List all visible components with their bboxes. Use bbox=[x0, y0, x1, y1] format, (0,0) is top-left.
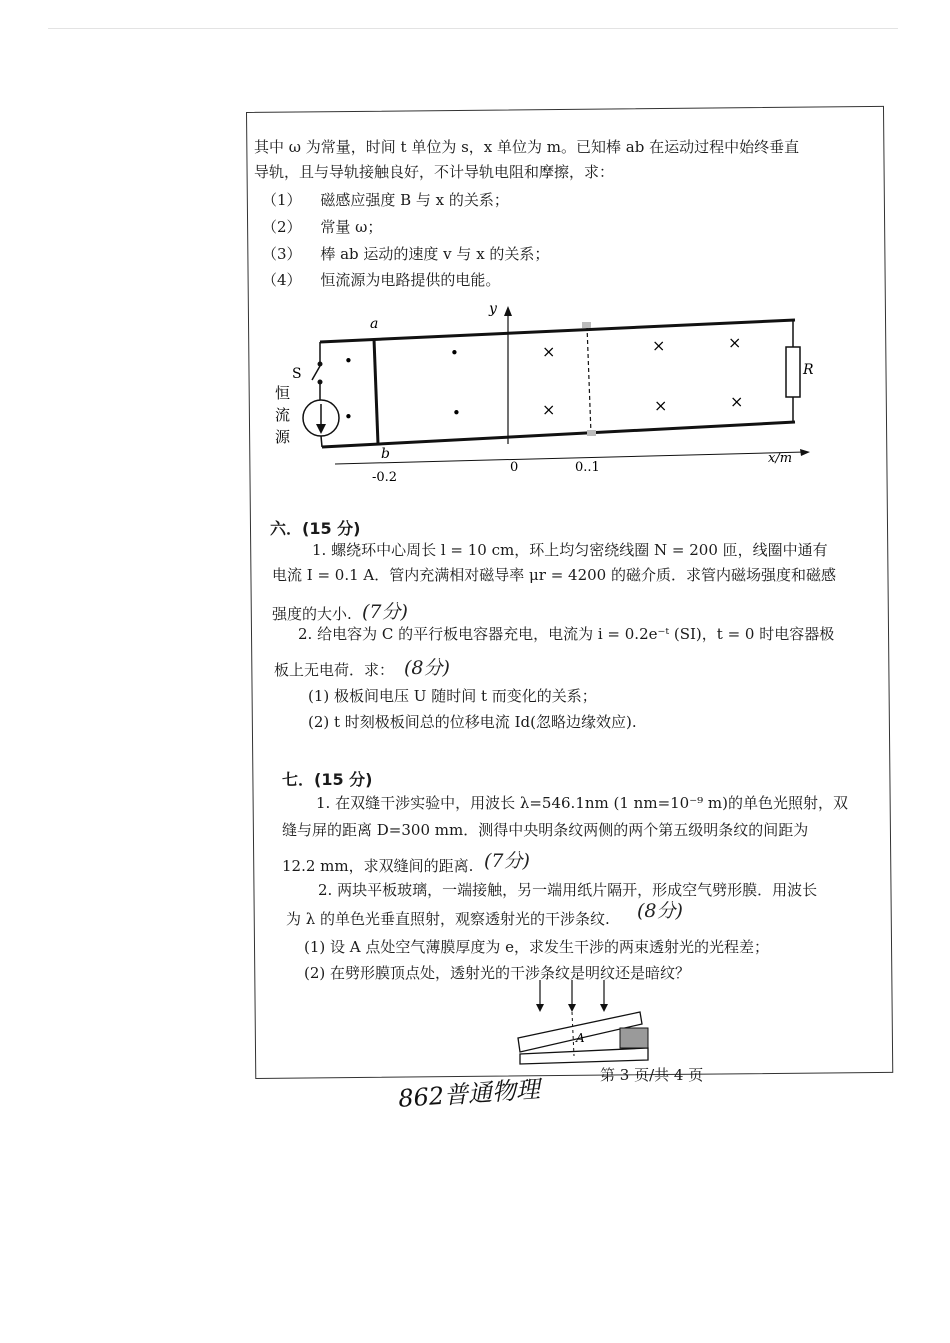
section-6-q2-line-2: 板上无电荷．求： bbox=[274, 661, 395, 679]
section-6-q2-sub-2: (2) t 时刻极板间总的位移电流 Id(忽略边缘效应). bbox=[308, 713, 637, 731]
sub-question-num: （4） bbox=[262, 271, 302, 289]
section-7-q1-line-3: 12.2 mm，求双缝间的距离. bbox=[282, 857, 474, 875]
bottom-rail bbox=[322, 422, 795, 447]
section-6-title: 六．(15 分) bbox=[270, 519, 361, 538]
source-label-char: 流 bbox=[275, 406, 291, 424]
field-cross: × bbox=[652, 336, 666, 355]
handwritten-score: (8分) bbox=[404, 657, 450, 679]
section-7-title: 七．(15 分) bbox=[282, 770, 373, 789]
continuation-line-2: 导轨，且与导轨接触良好，不计导轨电阻和摩擦，求： bbox=[254, 163, 615, 181]
rod-ab bbox=[374, 339, 378, 444]
sub-question-text: 棒 ab 运动的速度 v 与 x 的关系； bbox=[320, 245, 550, 263]
section-6-q2-sub-1: (1) 极板间电压 U 随时间 t 而变化的关系； bbox=[308, 687, 597, 705]
section-7-q1-line-1: 1. 在双缝干涉实验中，用波长 λ=546.1nm (1 nm=10⁻⁹ m)的单色光照射，双 bbox=[316, 794, 848, 812]
field-cross: × bbox=[654, 396, 668, 415]
x-axis bbox=[335, 452, 805, 464]
resistor-r bbox=[786, 347, 800, 397]
handwritten-score: (7分) bbox=[484, 850, 530, 872]
label-a-point: A bbox=[576, 1031, 585, 1045]
paper-spacer bbox=[620, 1028, 648, 1048]
handwritten-course-name: 862普通物理 bbox=[397, 1075, 541, 1113]
handwritten-score: (8分) bbox=[637, 900, 683, 922]
section-7-q2-line-1: 2. 两块平板玻璃，一端接触，另一端用纸片隔开，形成空气劈形膜．用波长 bbox=[318, 881, 818, 899]
handwritten-score: (7分) bbox=[362, 601, 408, 623]
section-7-q2-line-2: 为 λ 的单色光垂直照射，观察透射光的干涉条纹. bbox=[286, 910, 610, 928]
section-6-q1-line-3: 强度的大小. bbox=[272, 605, 352, 623]
scan-artifact-line bbox=[48, 28, 898, 29]
source-label-char: 恒 bbox=[275, 384, 291, 402]
sub-question-text: 常量 ω； bbox=[320, 218, 383, 236]
field-cross: × bbox=[542, 342, 556, 361]
sub-question-num: （3） bbox=[262, 245, 302, 263]
page-number: 第 3 页/共 4 页 bbox=[600, 1066, 704, 1084]
sub-question-4 bbox=[262, 270, 500, 290]
sub-question-text: 磁感应强度 B 与 x 的关系； bbox=[320, 191, 509, 209]
arrow-down-icon bbox=[568, 1004, 576, 1012]
x-axis-label: x/m bbox=[768, 451, 793, 466]
section-6-q2-line-1: 2. 给电容为 C 的平行板电容器充电，电流为 i = 0.2e⁻ᵗ (SI)，t = 0 时电容器极 bbox=[298, 625, 835, 643]
field-dot: • bbox=[344, 408, 353, 426]
switch-s bbox=[312, 366, 320, 380]
source-label-char: 源 bbox=[275, 428, 291, 446]
field-cross: × bbox=[728, 333, 742, 352]
continuation-line-1: 其中 ω 为常量，时间 t 单位为 s，x 单位为 m。已知棒 ab 在运动过程中始终垂直 bbox=[254, 138, 800, 156]
label-a: a bbox=[370, 316, 379, 332]
rail-circuit-figure bbox=[260, 292, 820, 492]
arrow-down-icon bbox=[536, 1004, 544, 1012]
field-cross: × bbox=[542, 400, 556, 419]
field-dot: • bbox=[450, 344, 459, 362]
section-6-q1-line-1: 1. 螺绕环中心周长 l = 10 cm，环上均匀密绕线圈 N = 200 匝，线圈中通有 bbox=[312, 541, 828, 559]
label-b: b bbox=[381, 446, 390, 462]
arrow-down-icon bbox=[600, 1004, 608, 1012]
field-dot: • bbox=[452, 404, 461, 422]
bottom-glass-plate bbox=[520, 1048, 648, 1064]
section-7-q2-sub-2: (2) 在劈形膜顶点处，透射光的干涉条纹是明纹还是暗纹？ bbox=[304, 964, 691, 982]
sub-question-1 bbox=[262, 190, 509, 210]
field-cross: × bbox=[730, 392, 744, 411]
sub-question-text: 恒流源为电路提供的电能。 bbox=[320, 271, 501, 289]
field-dot: • bbox=[344, 352, 353, 370]
air-wedge-figure bbox=[500, 976, 670, 1066]
label-s: S bbox=[292, 366, 302, 382]
sub-question-2 bbox=[262, 217, 382, 237]
sub-question-3 bbox=[262, 244, 549, 264]
label-r: R bbox=[803, 362, 814, 378]
section-6-q1-line-2: 电流 I = 0.1 A．管内充满相对磁导率 μr = 4200 的磁介质．求管内磁场强度和磁感 bbox=[272, 566, 836, 584]
label-y: y bbox=[489, 301, 497, 317]
tick-label: 0..1 bbox=[575, 460, 600, 475]
top-rail bbox=[320, 320, 795, 342]
tick-label: 0 bbox=[510, 460, 519, 475]
field-boundary bbox=[587, 326, 591, 434]
sub-question-num: （2） bbox=[262, 218, 302, 236]
sub-question-num: （1） bbox=[262, 191, 302, 209]
section-7-q2-sub-1: (1) 设 A 点处空气薄膜厚度为 e，求发生干涉的两束透射光的光程差； bbox=[304, 938, 770, 956]
tick-label: -0.2 bbox=[372, 470, 398, 485]
section-7-q1-line-2: 缝与屏的距离 D=300 mm．测得中央明条纹两侧的两个第五级明条纹的间距为 bbox=[282, 821, 809, 839]
